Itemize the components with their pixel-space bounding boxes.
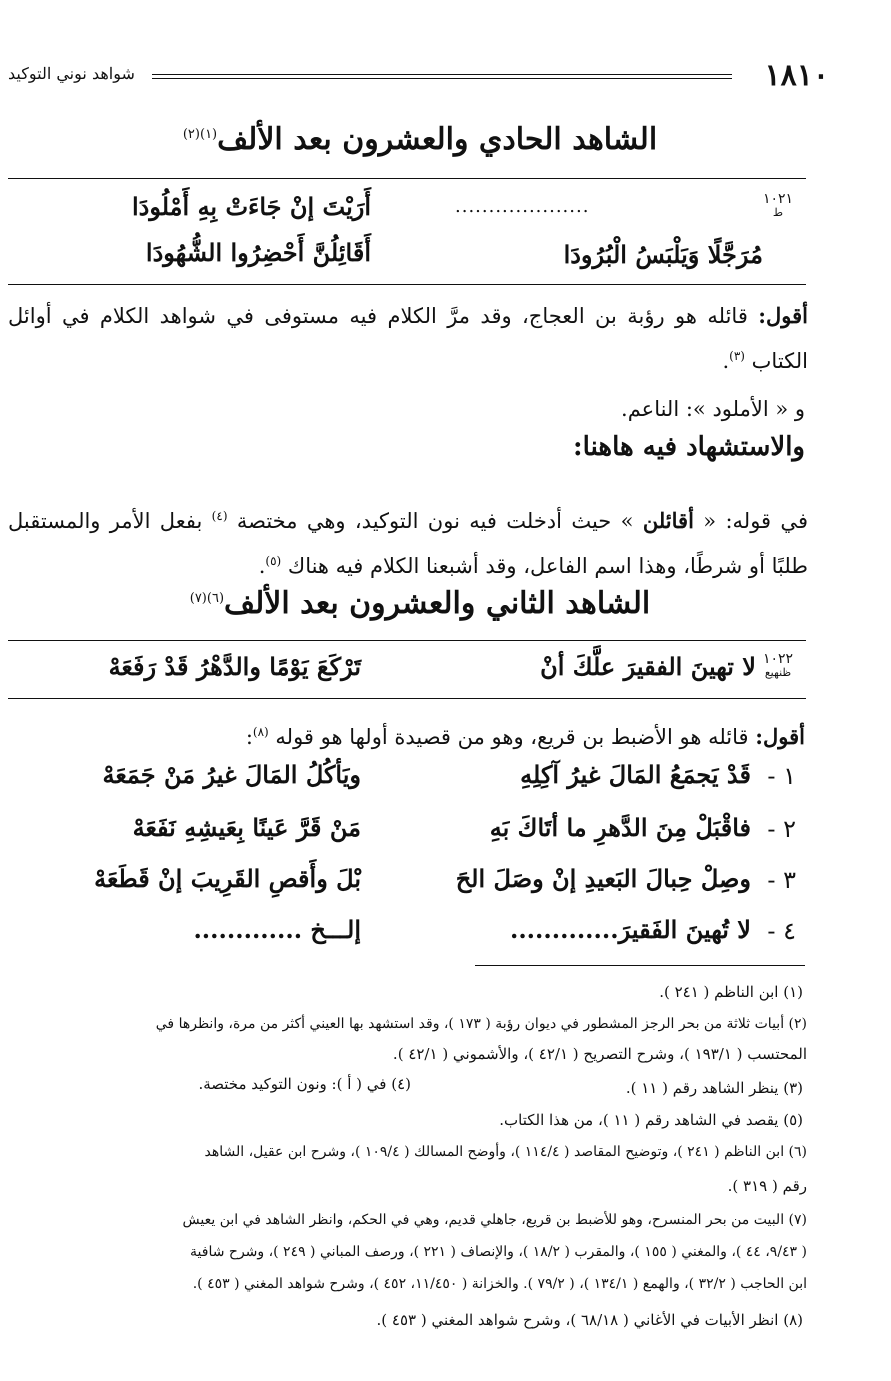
running-head: شواهد نوني التوكيد xyxy=(8,64,135,83)
para-part-b: » حيث أدخلت فيه نون التوكيد، وهي مختصة xyxy=(236,509,634,533)
verse-top-rule xyxy=(8,178,806,179)
footnote-7-cont: ( ٩/٤٣، ٤٤ )، والمغني ( ١٥٥ )، والمقرب ( ١٨/٢ )، والإنصاف ( ٢٢١ )، ورصف المباني ( ٢٤٩ )، وشرح شافية xyxy=(190,1244,807,1260)
footnote-ref: (٣) xyxy=(729,349,745,363)
section-title-1022 xyxy=(120,586,720,621)
paragraph-text: قائله هو رؤبة بن العجاج، وقد مرَّ الكلام فيه مستوفى في شواهد الكلام في أوائل الكتاب xyxy=(8,304,808,373)
title-text: الشاهد الحادي والعشرون بعد الألف xyxy=(217,122,658,157)
title-note: (٦)(٧) xyxy=(189,591,225,606)
footnote-3: (٣) ينظر الشاهد رقم ( ١١ ). xyxy=(625,1079,803,1097)
poem-hemistich-a: قَدْ يَجمَعُ المَالَ غيرُ آكِلِهِ xyxy=(520,760,751,789)
poem-line-number: ١ - xyxy=(767,762,796,790)
verse-number: ١٠٢٢ xyxy=(762,651,794,667)
title-text: الشاهد الثاني والعشرون بعد الألف xyxy=(224,586,651,621)
verse-number: ١٠٢١ xyxy=(762,191,794,207)
footnote-2-cont: المحتسب ( ١٩٣/١ )، وشرح التصريح ( ٤٢/١ )، والأشموني ( ٤٢/١ ). xyxy=(392,1045,807,1063)
footnote-2: (٢) أبيات ثلاثة من بحر الرجز المشطور في ديوان رؤبة ( ١٧٣ )، وقد استشهد بها العيني أكثر من مرة، وانظرها في xyxy=(155,1016,807,1032)
paragraph-label: أقول: xyxy=(755,724,805,749)
footnote-6: (٦) ابن الناظم ( ٢٤١ )، وتوضيح المقاصد ( ١١٤/٤ )، وأوضح المسالك ( ١٠٩/٤ )، وشرح ابن عقيل، الشاهد xyxy=(204,1144,807,1160)
poem-hemistich-b: إلـــخ ............. xyxy=(193,915,361,944)
poem-hemistich-a: فاقْبَلْ مِنَ الدَّهرِ ما أتَاكَ بَهِ xyxy=(489,813,751,842)
verse1-hemistich-a: أَرَيْتَ إنْ جَاءَتْ بِهِ أَمْلُودَا xyxy=(131,192,371,221)
footnote-5: (٥) يقصد في الشاهد رقم ( ١١ )، من هذا الكتاب. xyxy=(499,1111,803,1129)
para-part-c: بفعل الأمر والمستقبل طلبًا أو شرطًا، وهذا اسم الفاعل، وقد أشبعنا الكلام فيه هناك xyxy=(8,509,808,578)
verse-number-label: ط xyxy=(772,206,784,219)
verse-number-label: ظنهيع xyxy=(764,666,792,679)
footnote-8: (٨) انظر الأبيات في الأغاني ( ٦٨/١٨ )، وشرح شواهد المغني ( ٤٥٣ ). xyxy=(376,1311,803,1329)
poem-hemistich-a: لا تُهينَ الفَقيرَ............. xyxy=(509,915,751,944)
poem-hemistich-a: وصِلْ حِبالَ البَعيدِ إنْ وصَلَ الحَ xyxy=(455,864,751,893)
poem-line-number: ٤ - xyxy=(767,917,796,945)
footnote-ref: (٤) xyxy=(211,509,228,523)
verse-top-rule xyxy=(8,640,806,641)
paragraph-text: قائله هو الأضبط بن قريع، وهو من قصيدة أولها هو قوله xyxy=(275,725,749,749)
poem-hemistich-b: بْلَ وأَقصِ القَرِيبَ إنْ قَطَعَهْ xyxy=(94,864,361,893)
footnote-4: (٤) في ( أ ): ونون التوكيد مختصة. xyxy=(198,1075,411,1093)
poem-line-number: ٢ - xyxy=(767,815,796,843)
footnote-ref: (٥) xyxy=(265,554,282,568)
poem-hemistich-b: مَنْ قَرَّ عَينًا بِعَيشِهِ نَفَعَهْ xyxy=(132,813,361,842)
paragraph-author-1021: أقول: قائله هو رؤبة بن العجاج، وقد مرَّ الكلام فيه مستوفى في شواهد الكلام في أوائل الكتاب $^{(٣)}$. xyxy=(8,303,808,373)
verse2-hemistich-b: مُرَجَّلًا وَيَلْبَسُ الْبُرُودَا xyxy=(563,240,763,269)
page-number: ١٨١٠ xyxy=(764,58,829,93)
footnote-7-cont2: ابن الحاجب ( ٣٢/٢ )، والهمع ( ١٣٤/١ )، ( ٧٩/٢ ). والخزانة ( ١١/٤٥٠، ٤٥٢ )، وشرح شواهد المغني ( ٤٥٣ ). xyxy=(192,1276,807,1292)
para-keyword: أقائلن xyxy=(642,508,694,533)
title-note: (١)(٢) xyxy=(182,127,218,142)
verse2-hemistich-a: أَقَائِلُنَّ أَحْضِرُوا الشُّهُودَا xyxy=(145,238,371,267)
verse-number-1022 xyxy=(758,653,798,679)
verse-bottom-rule xyxy=(8,698,806,699)
footnote-1: (١) ابن الناظم ( ٢٤١ ). xyxy=(659,983,803,1001)
verse-hemistich-b: تَرْكَعَ يَوْمًا والدَّهْرُ قَدْ رَفَعَهْ xyxy=(108,652,361,681)
verse1-hemistich-b: .................... xyxy=(455,196,590,217)
para-part-a: في قوله: « xyxy=(703,509,808,533)
header-rule xyxy=(152,74,732,79)
poem-hemistich-b: ويَأكُلُ المَالَ غيرُ مَنْ جَمَعَهْ xyxy=(102,760,361,789)
footnote-ref: (٨) xyxy=(252,725,269,739)
verse-number-1021 xyxy=(758,193,798,219)
paragraph-istishhad: في قوله: « أقائلن » حيث أدخلت فيه نون التوكيد، وهي مختصة $^{(٤)}$ بفعل الأمر والمستقبل طلبًا أو شرطًا، وهذا اسم الفاعل، وقد أشبعنا الكلام فيه هناك $^{(٥)}$. xyxy=(8,508,808,578)
subheading-istishhad: والاستشهاد فيه هاهنا: xyxy=(573,432,805,462)
footnote-7: (٧) البيت من بحر المنسرح، وهو للأضبط بن قريع، جاهلي قديم، وهي في الحكم، وانظر الشاهد في ابن يعيش xyxy=(182,1212,807,1228)
verse-hemistich-a: لا تهينَ الفقيرَ علَّكَ أنْ xyxy=(540,652,756,681)
paragraph-gloss: و « الأملود »: الناعم. xyxy=(621,397,805,421)
section-title-1021 xyxy=(120,122,720,157)
verse-bottom-rule xyxy=(8,284,806,285)
paragraph-author-1022: أقول: قائله هو الأضبط بن قريع، وهو من قصيدة أولها هو قوله $^{(٨)}$: xyxy=(245,724,805,749)
paragraph-label: أقول: xyxy=(758,303,808,328)
footnote-separator xyxy=(475,965,805,966)
footnote-6-cont: رقم ( ٣١٩ ). xyxy=(727,1177,807,1195)
poem-line-number: ٣ - xyxy=(767,866,796,894)
